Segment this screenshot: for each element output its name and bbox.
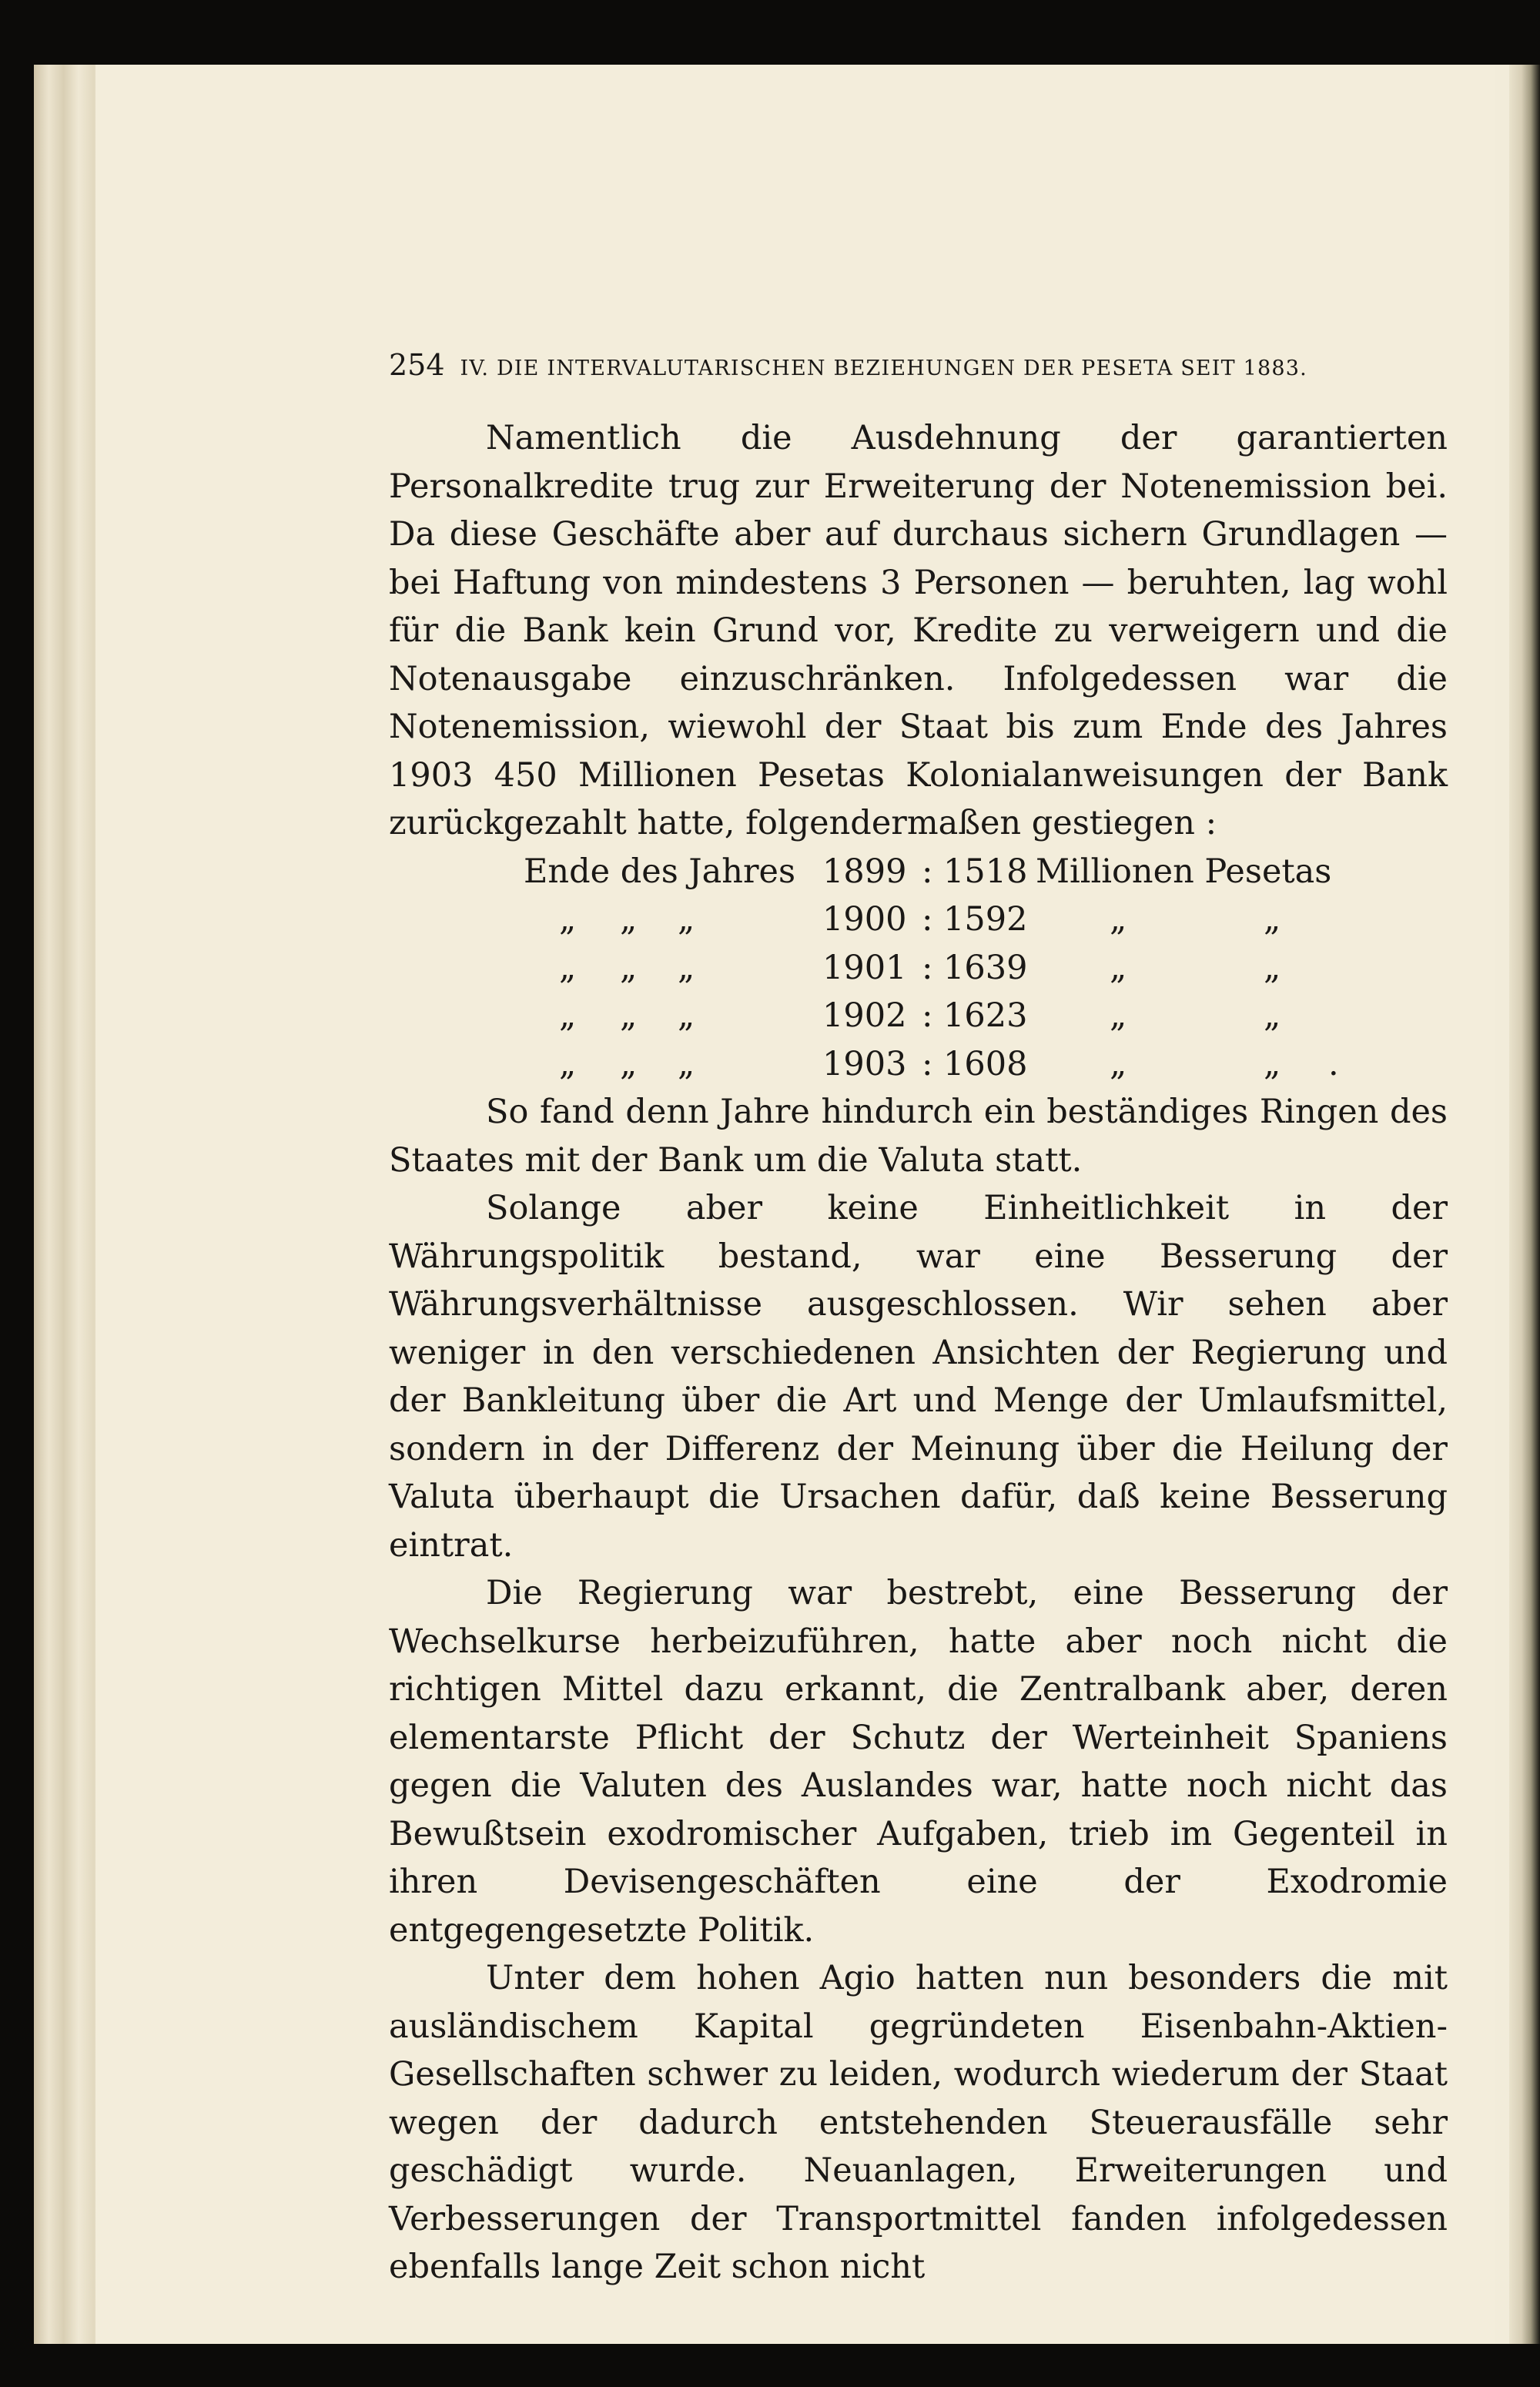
year-cell: 1900 — [822, 900, 907, 939]
row-label: Ende des Jahres — [524, 852, 796, 891]
value-cell: 1592 — [943, 900, 1028, 939]
year-cell: 1901 — [822, 948, 907, 987]
colon: : — [922, 852, 933, 891]
page-number: 254 — [389, 348, 445, 382]
ditto-mark: „ — [620, 1044, 638, 1083]
ditto-mark: „ — [1110, 996, 1127, 1035]
page-header — [389, 348, 1448, 387]
ditto-mark: „ — [1110, 900, 1127, 939]
value-cell: 1608 — [943, 1044, 1028, 1083]
paragraph-5: Unter dem hohen Agio hatten nun besonders die mit ausländischem Kapital gegründeten Eisenbahn-Aktien-Gesellschaften schwer zu leiden, wodurch wiederum der Staat wegen der dadurch entstehenden Steuerausfälle sehr geschädigt wurde. Neuanlagen, Erweiterungen und Verbesserungen der Transportmittel fanden infolgedessen ebenfalls lange Zeit schon nicht — [389, 1959, 1448, 2286]
body-text — [389, 414, 1448, 2292]
ditto-mark: „ — [559, 948, 577, 987]
colon: : — [922, 1044, 933, 1083]
value-cell: 1518 — [943, 852, 1028, 891]
ditto-mark: „ — [678, 948, 695, 987]
paragraph-2: So fand denn Jahre hindurch ein beständiges Ringen des Staates mit der Bank um die Valuta statt. — [389, 1093, 1448, 1180]
ditto-mark: „ — [1264, 900, 1281, 939]
unit-label: Millionen Pesetas — [1036, 852, 1332, 891]
ditto-mark: „ — [620, 948, 638, 987]
ditto-mark: „ — [1110, 1044, 1127, 1083]
value-cell: 1639 — [943, 948, 1028, 987]
year-cell: 1902 — [822, 996, 907, 1035]
ditto-mark: „ — [559, 1044, 577, 1083]
ditto-mark: „ — [678, 900, 695, 939]
ditto-mark: „ — [559, 900, 577, 939]
emission-table — [389, 848, 1448, 1089]
paragraph-4: Die Regierung war bestrebt, eine Besserung der Wechselkurse herbeizuführen, hatte aber noch nicht die richtigen Mittel dazu erkannt, die Zentralbank aber, deren elementarste Pflicht der Schutz der Werteinheit Spaniens gegen die Valuten des Auslandes war, hatte noch nicht das Bewußtsein exodromischer Aufgaben, trieb im Gegenteil in ihren Devisengeschäften eine der Exodromie entgegengesetzte Politik. — [389, 1574, 1448, 1950]
paragraph-1: Namentlich die Ausdehnung der garantierten Personalkredite trug zur Erweiterung der Notenemission bei. Da diese Geschäfte aber auf durchaus sichern Grundlagen — bei Haftung von mindestens 3 Personen — beruhten, lag wohl für die Bank kein Grund vor, Kredite zu verweigern und die Notenausgabe einzuschränken. Infolgedessen war die Notenemission, wiewohl der Staat bis zum Ende des Jahres 1903 450 Millionen Pesetas Kolonialanweisungen der Bank zurückgezahlt hatte, folgendermaßen gestiegen : — [389, 419, 1448, 842]
ditto-mark: „ — [1110, 948, 1127, 987]
colon: : — [922, 996, 933, 1035]
running-head: IV. DIE INTERVALUTARISCHEN BEZIEHUNGEN DER PESETA SEIT 1883. — [460, 357, 1307, 380]
ditto-mark: „ — [559, 996, 577, 1035]
ditto-mark: „ — [1264, 948, 1281, 987]
table-row — [389, 1040, 1448, 1089]
ditto-mark: „ — [1264, 996, 1281, 1035]
ditto-mark: „ — [620, 900, 638, 939]
book-fore-edge — [1509, 65, 1540, 2344]
year-cell: 1903 — [822, 1044, 907, 1083]
ditto-mark: „ — [1264, 1044, 1281, 1083]
trailing-period: . — [1328, 1044, 1339, 1083]
ditto-mark: „ — [678, 996, 695, 1035]
colon: : — [922, 900, 933, 939]
ditto-mark: „ — [620, 996, 638, 1035]
value-cell: 1623 — [943, 996, 1028, 1035]
book-page — [95, 65, 1495, 2344]
ditto-mark: „ — [678, 1044, 695, 1083]
table-row — [389, 896, 1448, 944]
table-row — [389, 992, 1448, 1040]
colon: : — [922, 948, 933, 987]
paragraph-3: Solange aber keine Einheitlichkeit in der Währungspolitik bestand, war eine Besserung der Währungsverhältnisse ausgeschlossen. Wir sehen aber weniger in den verschiedenen Ansichten der Regierung und der Bankleitung über die Art und Menge der Umlaufsmittel, sondern in der Differenz der Meinung über die Heilung der Valuta überhaupt die Ursachen dafür, daß keine Besserung eintrat. — [389, 1189, 1448, 1565]
table-row — [389, 944, 1448, 993]
year-cell: 1899 — [822, 852, 907, 891]
table-row — [389, 848, 1448, 896]
